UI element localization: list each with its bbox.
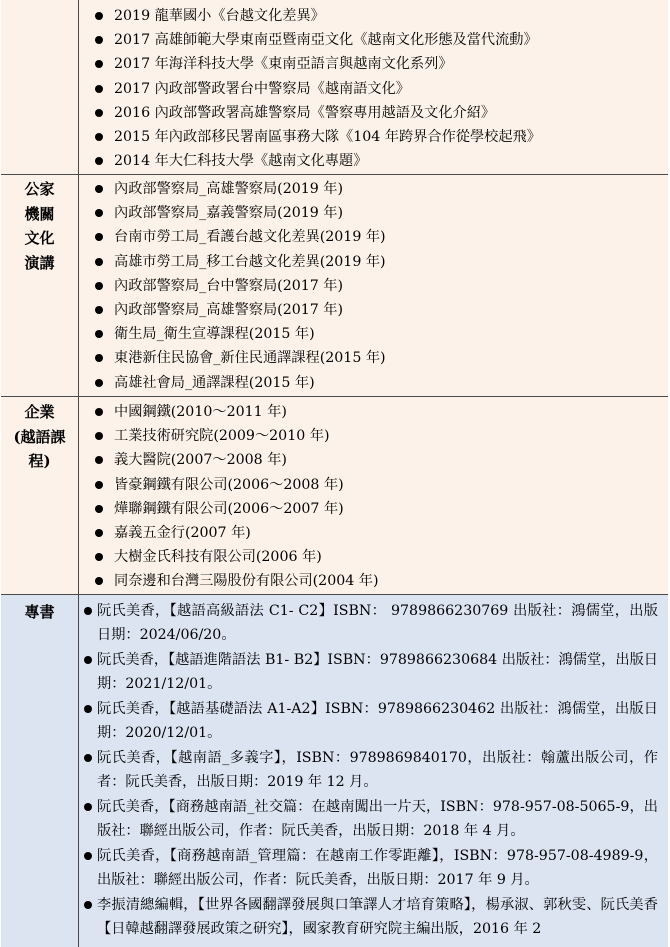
section-corporate-courses [1, 397, 668, 595]
list-item: 內政部警察局_高雄警察局(2019 年) [91, 177, 668, 201]
section-label: 公家 機關 文化 演講 [1, 175, 79, 396]
book-entry: 阮氏美香，【商務越南語_社交篇：在越南闖出一片天，ISBN：978-957-08-5065-9，出版社：聯經出版公司，作者：阮氏美香，出版日期：2018 年 4 月。 [83, 795, 658, 843]
book-entry: 阮氏美香，【越語高級語法 C1- C2】ISBN： 9789866230769 出版社：鴻儒堂，出版日期：2024/06/20。 [83, 599, 658, 647]
list-item: 高雄市勞工局_移工台越文化差異(2019 年) [91, 250, 668, 274]
list-item: 嘉義五金行(2007 年) [91, 521, 668, 545]
list-item: 2019 龍華國小《台越文化差異》 [91, 4, 668, 28]
list-item: 同奈邊和台灣三陽股份有限公司(2004 年) [91, 569, 668, 593]
section-items [79, 397, 668, 594]
list-item: 內政部警察局_嘉義警察局(2019 年) [91, 201, 668, 225]
section-government-lectures [1, 175, 668, 397]
list-item: 2017 高雄師範大學東南亞暨南亞文化《越南文化形態及當代流動》 [91, 28, 668, 52]
book-entry: 阮氏美香，【越南語_多義字】，ISBN：9789869840170，出版社：翰蘆出版公司，作者：阮氏美香，出版日期：2019 年 12 月。 [83, 746, 658, 794]
experience-table [1, 0, 668, 947]
list-item: 衛生局_衛生宣導課程(2015 年) [91, 322, 668, 346]
list-item: 內政部警察局_台中警察局(2017 年) [91, 274, 668, 298]
list-item: 2017 年海洋科技大學《東南亞語言與越南文化系列》 [91, 52, 668, 76]
book-entry: 阮氏美香，【越語基礎語法 A1-A2】ISBN：9789866230462 出版社：鴻儒堂，出版日期：2020/12/01。 [83, 697, 658, 745]
book-entry: 李振清總編輯，【世界各國翻譯發展與口筆譯人才培育策略】，楊承淑、郭秋雯、阮氏美香【日韓越翻譯發展政策之研究】，國家教育研究院主編出版，2016 年 2 [83, 893, 658, 941]
list-item: 東港新住民協會_新住民通譯課程(2015 年) [91, 346, 668, 370]
list-item: 皆豪鋼鐵有限公司(2006～2008 年) [91, 473, 668, 497]
list-item: 中國鋼鐵(2010～2011 年) [91, 400, 668, 424]
list-item: 台南市勞工局_看護台越文化差異(2019 年) [91, 225, 668, 249]
section-books [1, 595, 668, 947]
section-school-lectures [1, 0, 668, 175]
list-item: 2014 年大仁科技大學《越南文化專題》 [91, 149, 668, 173]
list-item: 大樹金氏科技有限公司(2006 年) [91, 545, 668, 569]
list-item: 2015 年內政部移民署南區事務大隊《104 年跨界合作從學校起飛》 [91, 125, 668, 149]
list-item: 義大醫院(2007～2008 年) [91, 448, 668, 472]
section-label: 專書 [1, 595, 79, 947]
list-item: 內政部警察局_高雄警察局(2017 年) [91, 298, 668, 322]
book-entry: 阮氏美香，【商務越南語_管理篇：在越南工作零距離】，ISBN：978-957-08-4989-9，出版社：聯經出版公司，作者：阮氏美香，出版日期：2017 年 9 月。 [83, 844, 658, 892]
list-item: 燁聯鋼鐵有限公司(2006～2007 年) [91, 497, 668, 521]
book-list [79, 595, 668, 947]
list-item: 2016 內政部警政署高雄警察局《警察專用越語及文化介紹》 [91, 101, 668, 125]
section-items [79, 0, 668, 174]
section-label [1, 0, 79, 174]
section-label: 企業 (越語課 程) [1, 397, 79, 594]
section-items [79, 175, 668, 396]
list-item: 2017 內政部警政署台中警察局《越南語文化》 [91, 77, 668, 101]
book-entry: 阮氏美香，【越語進階語法 B1- B2】ISBN：9789866230684 出版社：鴻儒堂，出版日期：2021/12/01。 [83, 648, 658, 696]
list-item: 高雄社會局_通譯課程(2015 年) [91, 371, 668, 395]
list-item: 工業技術研究院(2009～2010 年) [91, 424, 668, 448]
